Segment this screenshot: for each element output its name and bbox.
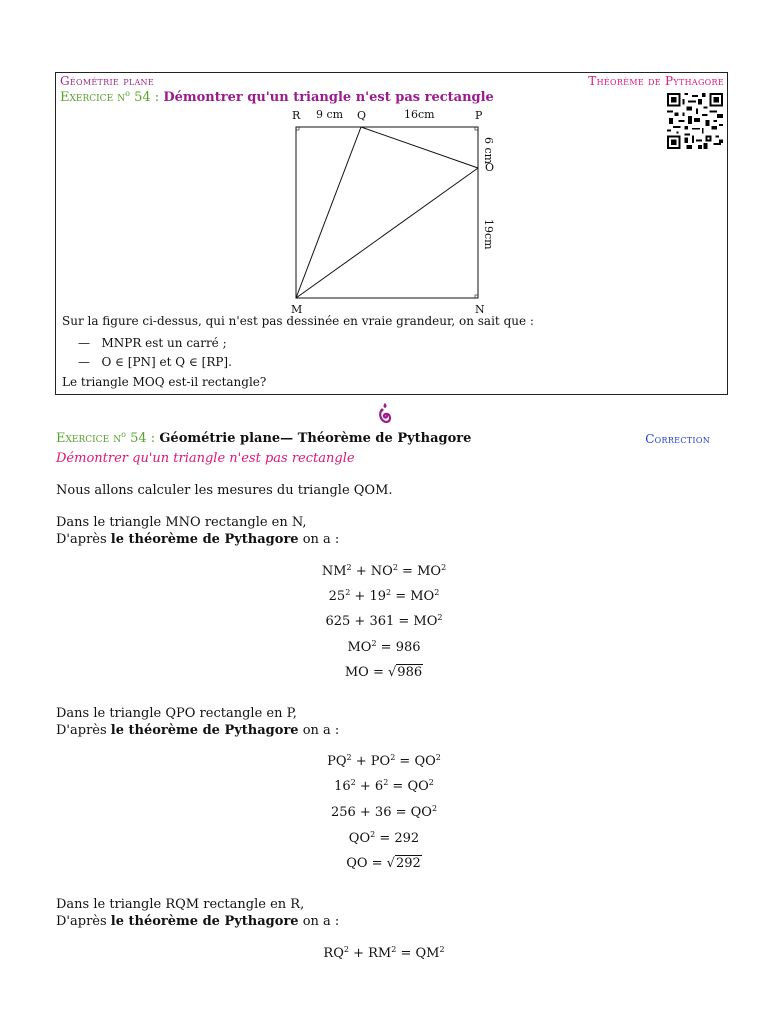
label-m: M (291, 303, 303, 316)
equation-a1: $NM^2 + NO^2 = MO^2$ (321, 563, 447, 579)
exercise-heading: Démontrer qu'un triangle n'est pas rectangle (163, 90, 494, 105)
step-2-before: D'après (56, 723, 111, 738)
step-1-before: D'après (56, 532, 111, 547)
length-on: 19cm (482, 219, 495, 250)
exercise-title (60, 90, 494, 105)
step-3-theorem (56, 913, 339, 930)
exercise-statement (62, 314, 534, 390)
correction-number-sup: o (121, 430, 126, 439)
step-2-after: on a : (298, 723, 340, 738)
step-1-text (56, 514, 339, 548)
segment-mo (296, 168, 478, 298)
exercise-number-sup: o (125, 89, 130, 98)
length-qp: 16cm (404, 108, 435, 121)
step-2-bold: le théorème de Pythagore (110, 723, 299, 738)
segment-mq (296, 127, 361, 298)
correction-intro: Nous allons calculer les mesures du triangle QOM. (56, 483, 393, 498)
equation-a5: MO = √986 (344, 665, 423, 680)
exercise-number-label: Exercice n (60, 90, 126, 105)
step-3-before: D'après (56, 914, 111, 929)
label-p: P (475, 109, 483, 122)
step-2-line: Dans le triangle QPO rectangle en P, (56, 706, 297, 721)
step-2-theorem (56, 722, 339, 739)
qr-code-icon[interactable] (667, 93, 723, 149)
equation-c1: $RQ^2 + RM^2 = QM^2$ (323, 945, 445, 961)
statement-item: — MNPR est un carré ; (78, 336, 227, 350)
step-3-text (56, 896, 339, 930)
segment-qo (361, 127, 478, 168)
equation-b5: QO = √292 (346, 856, 421, 871)
statement-item: — O ∈ [PN] et Q ∈ [RP]. (78, 355, 232, 369)
step-3-bold: le théorème de Pythagore (110, 914, 299, 929)
header-topic: Géométrie plane (60, 74, 155, 88)
step-1-bold: le théorème de Pythagore (110, 532, 299, 547)
step-3-after: on a : (298, 914, 340, 929)
equation-a2: $25^2 + 19^2 = MO^2$ (328, 588, 440, 604)
step-1-theorem (56, 531, 339, 548)
length-po: 6 cm (482, 137, 495, 165)
step-1-line: Dans le triangle MNO rectangle en N, (56, 515, 307, 530)
correction-title (56, 431, 471, 446)
square-mnpr (296, 127, 478, 298)
label-o: O (485, 161, 495, 174)
equation-a3: $625 + 361 = MO^2$ (325, 613, 443, 629)
equation-b2: $16^2 + 6^2 = QO^2$ (334, 778, 434, 794)
correction-link[interactable]: Correction (645, 432, 710, 446)
correction-subtitle: Démontrer qu'un triangle n'est pas rectangle (56, 451, 355, 466)
equation-b4: $QO^2 = 292$ (348, 830, 420, 846)
decorative-ornament-icon (378, 402, 392, 424)
label-q: Q (357, 109, 367, 122)
length-rq: 9 cm (316, 108, 344, 121)
header-theorem: Théorème de Pythagore (588, 74, 724, 88)
label-r: R (292, 109, 301, 122)
statement-item-text: MNPR est un carré ; (101, 336, 227, 350)
geometry-figure (285, 105, 510, 320)
step-3-line: Dans le triangle RQM rectangle en R, (56, 897, 305, 912)
statement-item-text: O ∈ [PN] et Q ∈ [RP]. (101, 355, 232, 369)
statement-intro: Sur la figure ci-dessus, qui n'est pas dessinée en vraie grandeur, on sait que : (62, 314, 534, 328)
equation-a4: $MO^2 = 986$ (347, 639, 421, 655)
step-1-after: on a : (298, 532, 340, 547)
correction-number: 54 : (130, 431, 156, 446)
correction-heading: Géométrie plane— Théorème de Pythagore (159, 431, 472, 446)
exercise-number: 54 : (134, 90, 160, 105)
label-n: N (475, 303, 485, 316)
step-2-text (56, 705, 339, 739)
equation-b1: $PQ^2 + PO^2 = QO^2$ (327, 753, 441, 769)
correction-number-label: Exercice n (56, 431, 122, 446)
equation-b3: $256 + 36 = QO^2$ (330, 804, 438, 820)
statement-question: Le triangle MOQ est-il rectangle? (62, 375, 267, 389)
